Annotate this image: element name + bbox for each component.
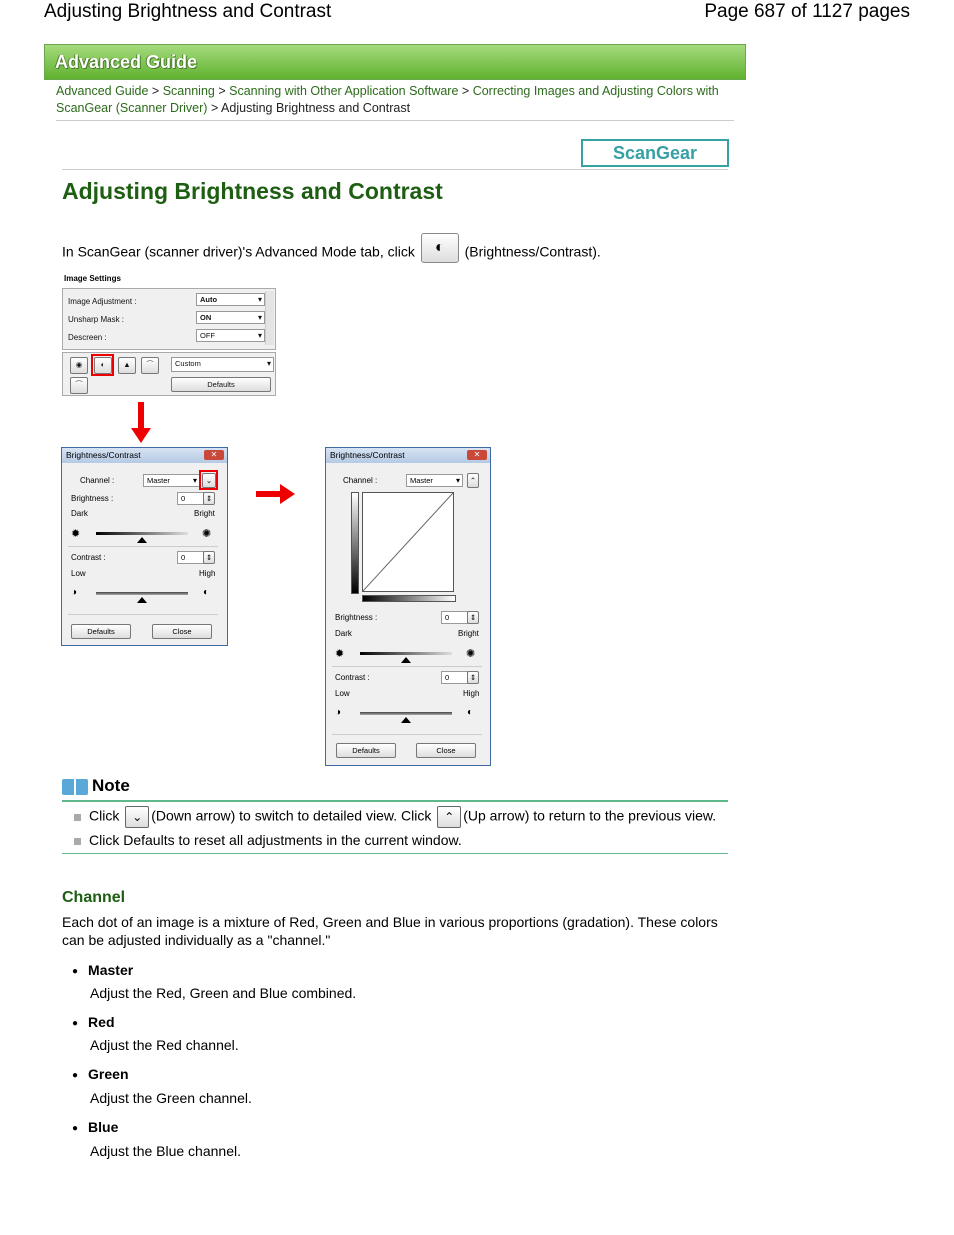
red-right-arrow-icon [256,484,296,509]
channel-item-green: ● Green [72,1066,129,1082]
divider [332,666,482,667]
tone-curve-icon[interactable]: ⌒ [141,357,159,374]
contrast-slider[interactable] [96,592,188,595]
note-item [74,806,716,828]
contrast-high-icon: ◐ [203,587,210,598]
brightness-input[interactable]: 0 [441,611,468,624]
close-icon[interactable]: ✕ [204,450,224,460]
up-arrow-icon[interactable]: ⌃ [467,473,479,488]
sun-bright-icon: ✺ [466,648,476,660]
contrast-slider-handle[interactable] [137,597,147,603]
red-down-arrow-icon [131,402,151,449]
channel-item-text: Adjust the Red channel. [90,1037,239,1053]
contrast-spinner[interactable]: ⇕ [467,671,479,684]
contrast-input[interactable]: 0 [177,551,204,564]
image-settings-title: Image Settings [64,274,121,283]
note-divider [62,853,728,854]
preset-select[interactable]: Custom ▾ [171,357,274,372]
low-label: Low [71,569,86,578]
high-label: High [463,689,480,698]
note-heading [62,776,130,796]
square-bullet-icon [74,814,81,821]
scrollbar[interactable] [265,291,274,345]
divider [332,734,482,735]
sun-dark-icon: ✹ [71,528,81,540]
brightness-contrast-icon: ◐ [421,233,459,263]
channel-item-red: ● Red [72,1014,115,1030]
channel-item-master: ● Master [72,962,133,978]
close-icon[interactable]: ✕ [467,450,487,460]
contrast-label: Contrast : [335,673,370,682]
channel-select[interactable]: Master ▾ [406,474,463,487]
page-title: Adjusting Brightness and Contrast [62,178,443,204]
descreen-select[interactable]: OFF ▾ [196,329,265,342]
contrast-slider[interactable] [360,712,452,715]
highlight-box [91,354,114,376]
descreen-label: Descreen : [68,333,107,342]
high-label: High [199,569,216,578]
tone-curve-graph [362,492,454,592]
channel-label: Channel : [80,476,115,485]
contrast-spinner[interactable]: ⇕ [203,551,215,564]
dialog-title: Brightness/Contrast [66,450,141,460]
note-divider [62,800,728,802]
divider [68,546,218,547]
channel-select[interactable]: Master ▾ [143,474,200,487]
image-adjustment-select[interactable]: Auto ▾ [196,293,265,306]
brightness-label: Brightness : [71,494,114,503]
histogram-icon[interactable]: ▲ [118,357,136,374]
dialog-title: Brightness/Contrast [330,450,405,460]
brightness-contrast-dialog-detailed [325,447,491,766]
channel-description: Each dot of an image is a mixture of Red, Green and Blue in various proportions (gradation). These colors can be adjusted individually as a "channel." [62,914,718,948]
final-review-icon[interactable]: ⌒ [70,377,88,394]
channel-item-text: Adjust the Red, Green and Blue combined. [90,985,357,1001]
highlight-box [199,470,218,490]
divider [62,169,728,170]
note-text: Click [89,807,120,824]
unsharp-mask-select[interactable]: ON ▾ [196,311,265,324]
breadcrumb [56,83,736,117]
dark-label: Dark [335,629,352,638]
close-button[interactable]: Close [152,624,212,639]
dialog-title-bar [62,448,227,463]
brightness-slider-handle[interactable] [401,657,411,663]
sun-bright-icon: ✺ [202,528,212,540]
contrast-high-icon: ◐ [467,707,474,718]
breadcrumb-separator: > [210,101,219,115]
image-settings-panel [62,288,276,350]
note-text: (Up arrow) to return to the previous view. [463,807,717,824]
bright-label: Bright [458,629,479,638]
scangear-badge [581,139,729,167]
intro-text-before: In ScanGear (scanner driver)'s Advanced Mode tab, click [62,243,415,260]
divider [68,614,218,615]
contrast-low-icon: ◑ [71,587,78,598]
brightness-slider-handle[interactable] [137,537,147,543]
down-arrow-icon: ⌄ [125,806,149,828]
note-item [74,832,462,848]
horizontal-gradient-bar [362,595,456,602]
defaults-button[interactable]: Defaults [71,624,131,639]
channel-heading: Channel [62,889,126,906]
dark-label: Dark [71,509,88,518]
brightness-contrast-tool-icon[interactable]: ◐ [94,357,112,374]
up-arrow-icon: ⌃ [437,806,461,828]
unsharp-mask-label: Unsharp Mask : [68,315,125,324]
image-adjustment-label: Image Adjustment : [68,297,137,306]
channel-item-text: Adjust the Green channel. [90,1090,252,1106]
contrast-label: Contrast : [71,553,106,562]
breadcrumb-separator: > [151,84,160,98]
image-settings-screenshot [62,272,276,396]
breadcrumb-link-advanced-guide[interactable]: Advanced Guide [56,84,149,98]
contrast-input[interactable]: 0 [441,671,468,684]
vertical-gradient-bar [351,492,359,594]
dialog-title-bar [326,448,490,463]
brightness-contrast-dialog-compact [61,447,228,646]
bright-label: Bright [194,509,215,518]
channel-item-text: Adjust the Blue channel. [90,1143,241,1159]
breadcrumb-separator: > [218,84,226,98]
channel-label: Channel : [343,476,378,485]
sun-dark-icon: ✹ [335,648,345,660]
document-header-title: Adjusting Brightness and Contrast [44,1,332,22]
defaults-button[interactable]: Defaults [171,377,271,392]
close-button[interactable]: Close [416,743,476,758]
book-icon [62,779,88,795]
brightness-spinner[interactable]: ⇕ [467,611,479,624]
note-text: Click Defaults to reset all adjustments in the current window. [89,832,462,848]
brightness-label: Brightness : [335,613,378,622]
low-label: Low [335,689,350,698]
breadcrumb-link-correcting-images[interactable]: Correcting Images and Adjusting Colors with ScanGear (Scanner Driver) [56,84,719,115]
breadcrumb-link-other-software[interactable]: Scanning with Other Application Software [229,84,459,98]
image-settings-tools [62,352,276,396]
page-counter: Page 687 of 1127 pages [704,1,910,22]
defaults-button[interactable]: Defaults [336,743,396,758]
advanced-guide-banner [44,44,746,80]
breadcrumb-current: Adjusting Brightness and Contrast [221,101,411,115]
brightness-input[interactable]: 0 [177,492,204,505]
down-arrow-icon[interactable]: ⌄ [202,473,216,488]
banner-label: Advanced Guide [55,52,198,72]
brightness-slider[interactable] [96,532,188,535]
breadcrumb-separator: > [461,84,470,98]
note-text: (Down arrow) to switch to detailed view. Click [151,807,432,824]
breadcrumb-link-scanning[interactable]: Scanning [162,84,215,98]
scangear-badge-label: ScanGear [612,143,698,163]
contrast-slider-handle[interactable] [401,717,411,723]
contrast-low-icon: ◑ [335,707,342,718]
square-bullet-icon [74,838,81,845]
channel-item-blue: ● Blue [72,1119,118,1135]
divider [56,120,734,121]
intro-text-after: (Brightness/Contrast). [464,243,601,260]
color-balance-icon[interactable]: ◉ [70,357,88,374]
brightness-slider[interactable] [360,652,452,655]
intro-paragraph [62,238,601,268]
note-title: Note [92,776,130,795]
brightness-spinner[interactable]: ⇕ [203,492,215,505]
